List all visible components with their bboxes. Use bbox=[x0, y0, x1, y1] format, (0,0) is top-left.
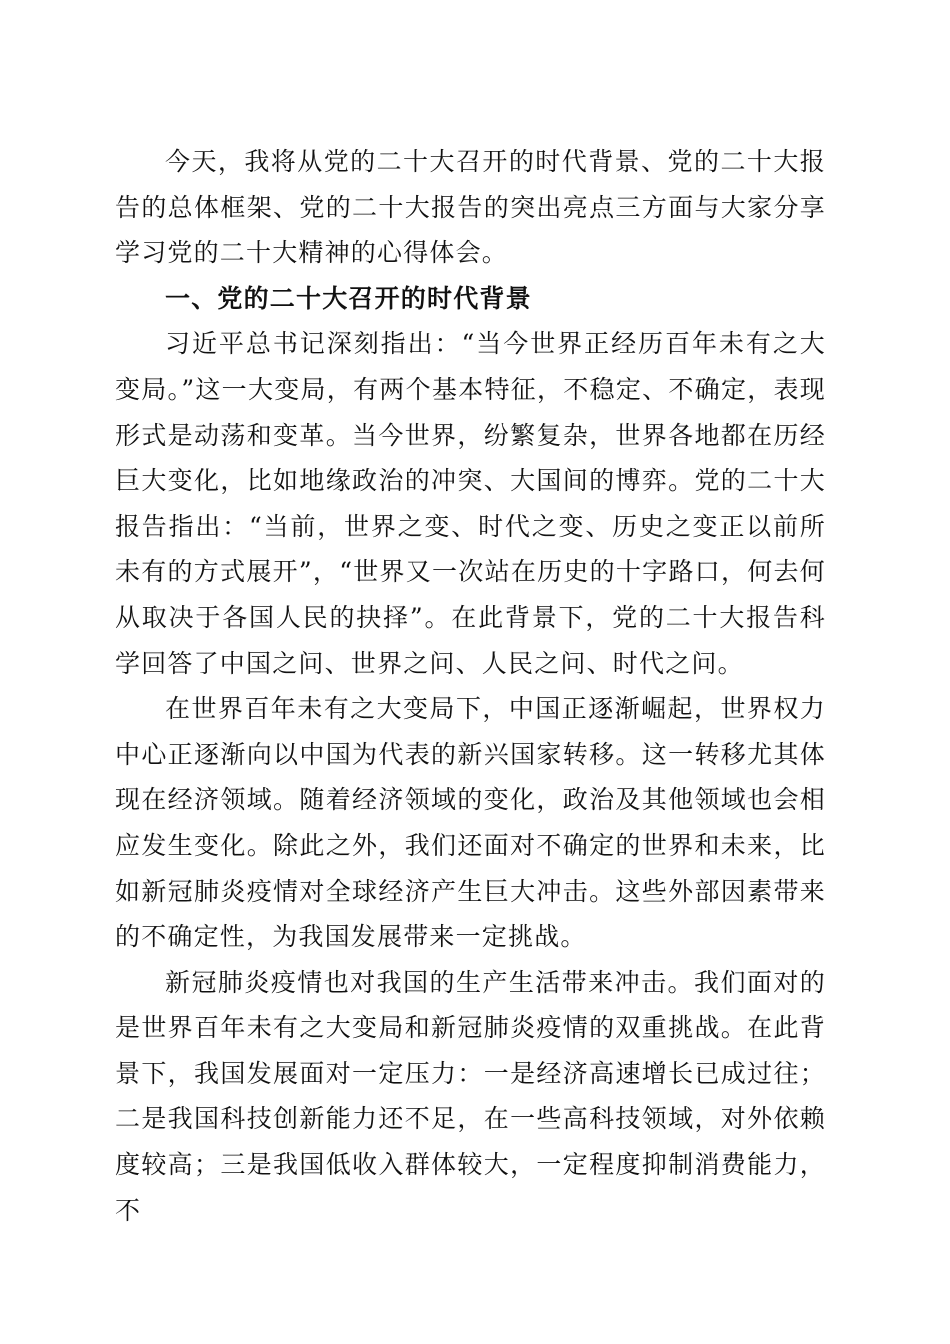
section-heading: 一、党的二十大召开的时代背景 bbox=[165, 283, 532, 313]
document-body bbox=[115, 139, 826, 1233]
body-paragraph-3: 新冠肺炎疫情也对我国的生产生活带来冲击。我们面对的是世界百年未有之大变局和新冠肺炎疫情的双重挑战。在此背景下，我国发展面对一定压力：一是经济高速增长已成过往；二是我国科技创新能力还不足，在一些高科技领域，对外依赖度较高；三是我国低收入群体较大，一定程度抑制消费能力，不 bbox=[115, 967, 826, 1225]
intro-paragraph: 今天，我将从党的二十大召开的时代背景、党的二十大报告的总体框架、党的二十大报告的突出亮点三方面与大家分享学习党的二十大精神的心得体会。 bbox=[115, 147, 826, 268]
body-paragraph-1: 习近平总书记深刻指出：“当今世界正经历百年未有之大变局。”这一大变局，有两个基本特征，不稳定、不确定，表现形式是动荡和变革。当今世界，纷繁复杂，世界各地都在历经巨大变化，比如地缘政治的冲突、大国间的博弈。党的二十大报告指出：“当前，世界之变、时代之变、历史之变正以前所未有的方式展开”，“世界又一次站在历史的十字路口，何去何从取决于各国人民的抉择”。在此背景下，党的二十大报告科学回答了中国之问、世界之问、人民之问、时代之问。 bbox=[115, 329, 826, 678]
body-paragraph-2: 在世界百年未有之大变局下，中国正逐渐崛起，世界权力中心正逐渐向以中国为代表的新兴国家转移。这一转移尤其体现在经济领域。随着经济领域的变化，政治及其他领域也会相应发生变化。除此之外，我们还面对不确定的世界和未来，比如新冠肺炎疫情对全球经济产生巨大冲击。这些外部因素带来的不确定性，为我国发展带来一定挑战。 bbox=[115, 694, 826, 952]
